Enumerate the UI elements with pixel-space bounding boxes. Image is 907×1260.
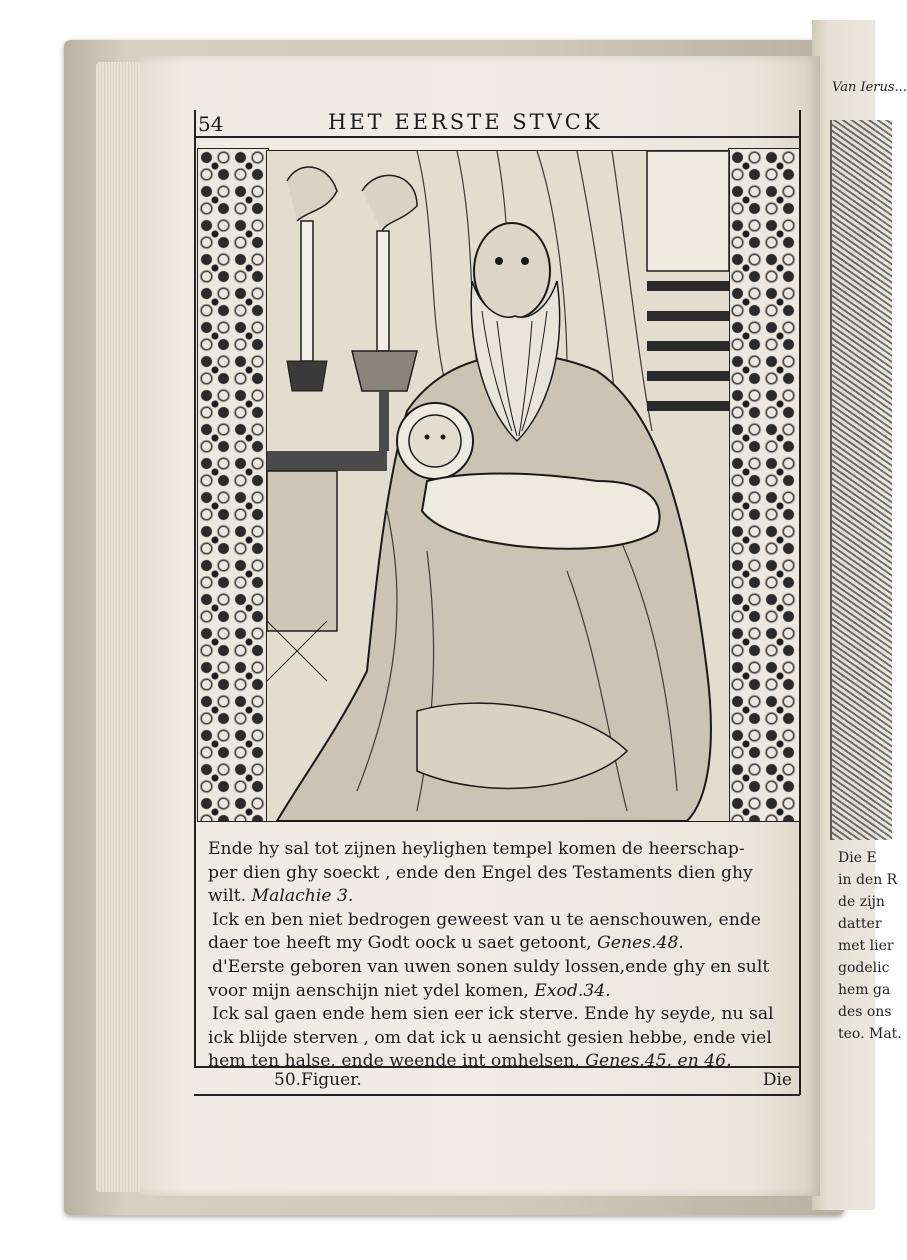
citation: Malachie 3. <box>251 886 354 907</box>
text-line: d'Eerste geboren van uwen sonen suldy lossen,ende ghy en sult <box>212 956 770 977</box>
text-line: Ick en ben niet bedrogen geweest van u te aenschouwen, ende <box>212 909 761 930</box>
facing-page-line: godelic <box>838 960 890 976</box>
left-rule <box>194 110 196 1068</box>
citation: Genes.48. <box>597 933 684 954</box>
engraving-illustration <box>266 150 730 822</box>
header-title: HET EERSTE STVCK <box>328 110 603 134</box>
text-line: Ende hy sal tot zijnen heylighen tempel komen de heerschap- <box>208 839 745 859</box>
figure-signature: 50.Figuer. <box>274 1070 362 1090</box>
footer-rule <box>194 1094 800 1096</box>
facing-page-line: des ons <box>838 1004 892 1020</box>
running-head <box>196 110 800 136</box>
facing-page-line: de zijn <box>838 894 885 910</box>
caption-text <box>208 838 798 1074</box>
text-line <box>208 932 798 956</box>
text-line <box>208 885 798 909</box>
text-fragment: hem ten halse, ende weende int omhelsen, <box>208 1051 586 1072</box>
citation: Exod.34. <box>534 980 611 1001</box>
text-line: per dien ghy soeckt , ende den Engel des Testaments dien ghy <box>208 862 753 883</box>
facing-page-head: Van Ierus... <box>832 80 907 95</box>
engraving-presentation-in-temple-icon <box>267 151 729 821</box>
facing-page-line: datter <box>838 916 882 932</box>
facing-page-line: Die E <box>838 850 877 866</box>
top-rule <box>194 136 800 138</box>
facing-page-ornament <box>830 120 892 840</box>
text-fragment: daer toe heeft my Godt oock u saet getoont, <box>208 933 598 954</box>
facing-page-line: in den R <box>838 872 898 888</box>
text-line <box>208 980 798 1004</box>
page-number: 54 <box>198 112 224 136</box>
text-fragment: voor mijn aenschijn niet ydel komen, <box>208 980 535 1001</box>
text-fragment: wilt. <box>208 886 252 907</box>
facing-page <box>812 20 907 1210</box>
text-line: Ick sal gaen ende hem sien eer ick sterve. Ende hy seyde, nu sal <box>212 1004 774 1025</box>
citation: Genes.45. en 46. <box>585 1051 732 1072</box>
catchword: Die <box>762 1070 792 1090</box>
page-footer <box>196 1070 800 1092</box>
facing-page-line: hem ga <box>838 982 891 998</box>
facing-page-line: met lier <box>838 938 894 954</box>
text-line: ick blijde sterven , om dat ick u aensicht gesien hebbe, ende viel <box>208 1027 772 1048</box>
facing-page-line: teo. Mat. <box>838 1026 902 1042</box>
left-floral-border <box>197 148 269 822</box>
right-floral-border <box>728 148 800 822</box>
